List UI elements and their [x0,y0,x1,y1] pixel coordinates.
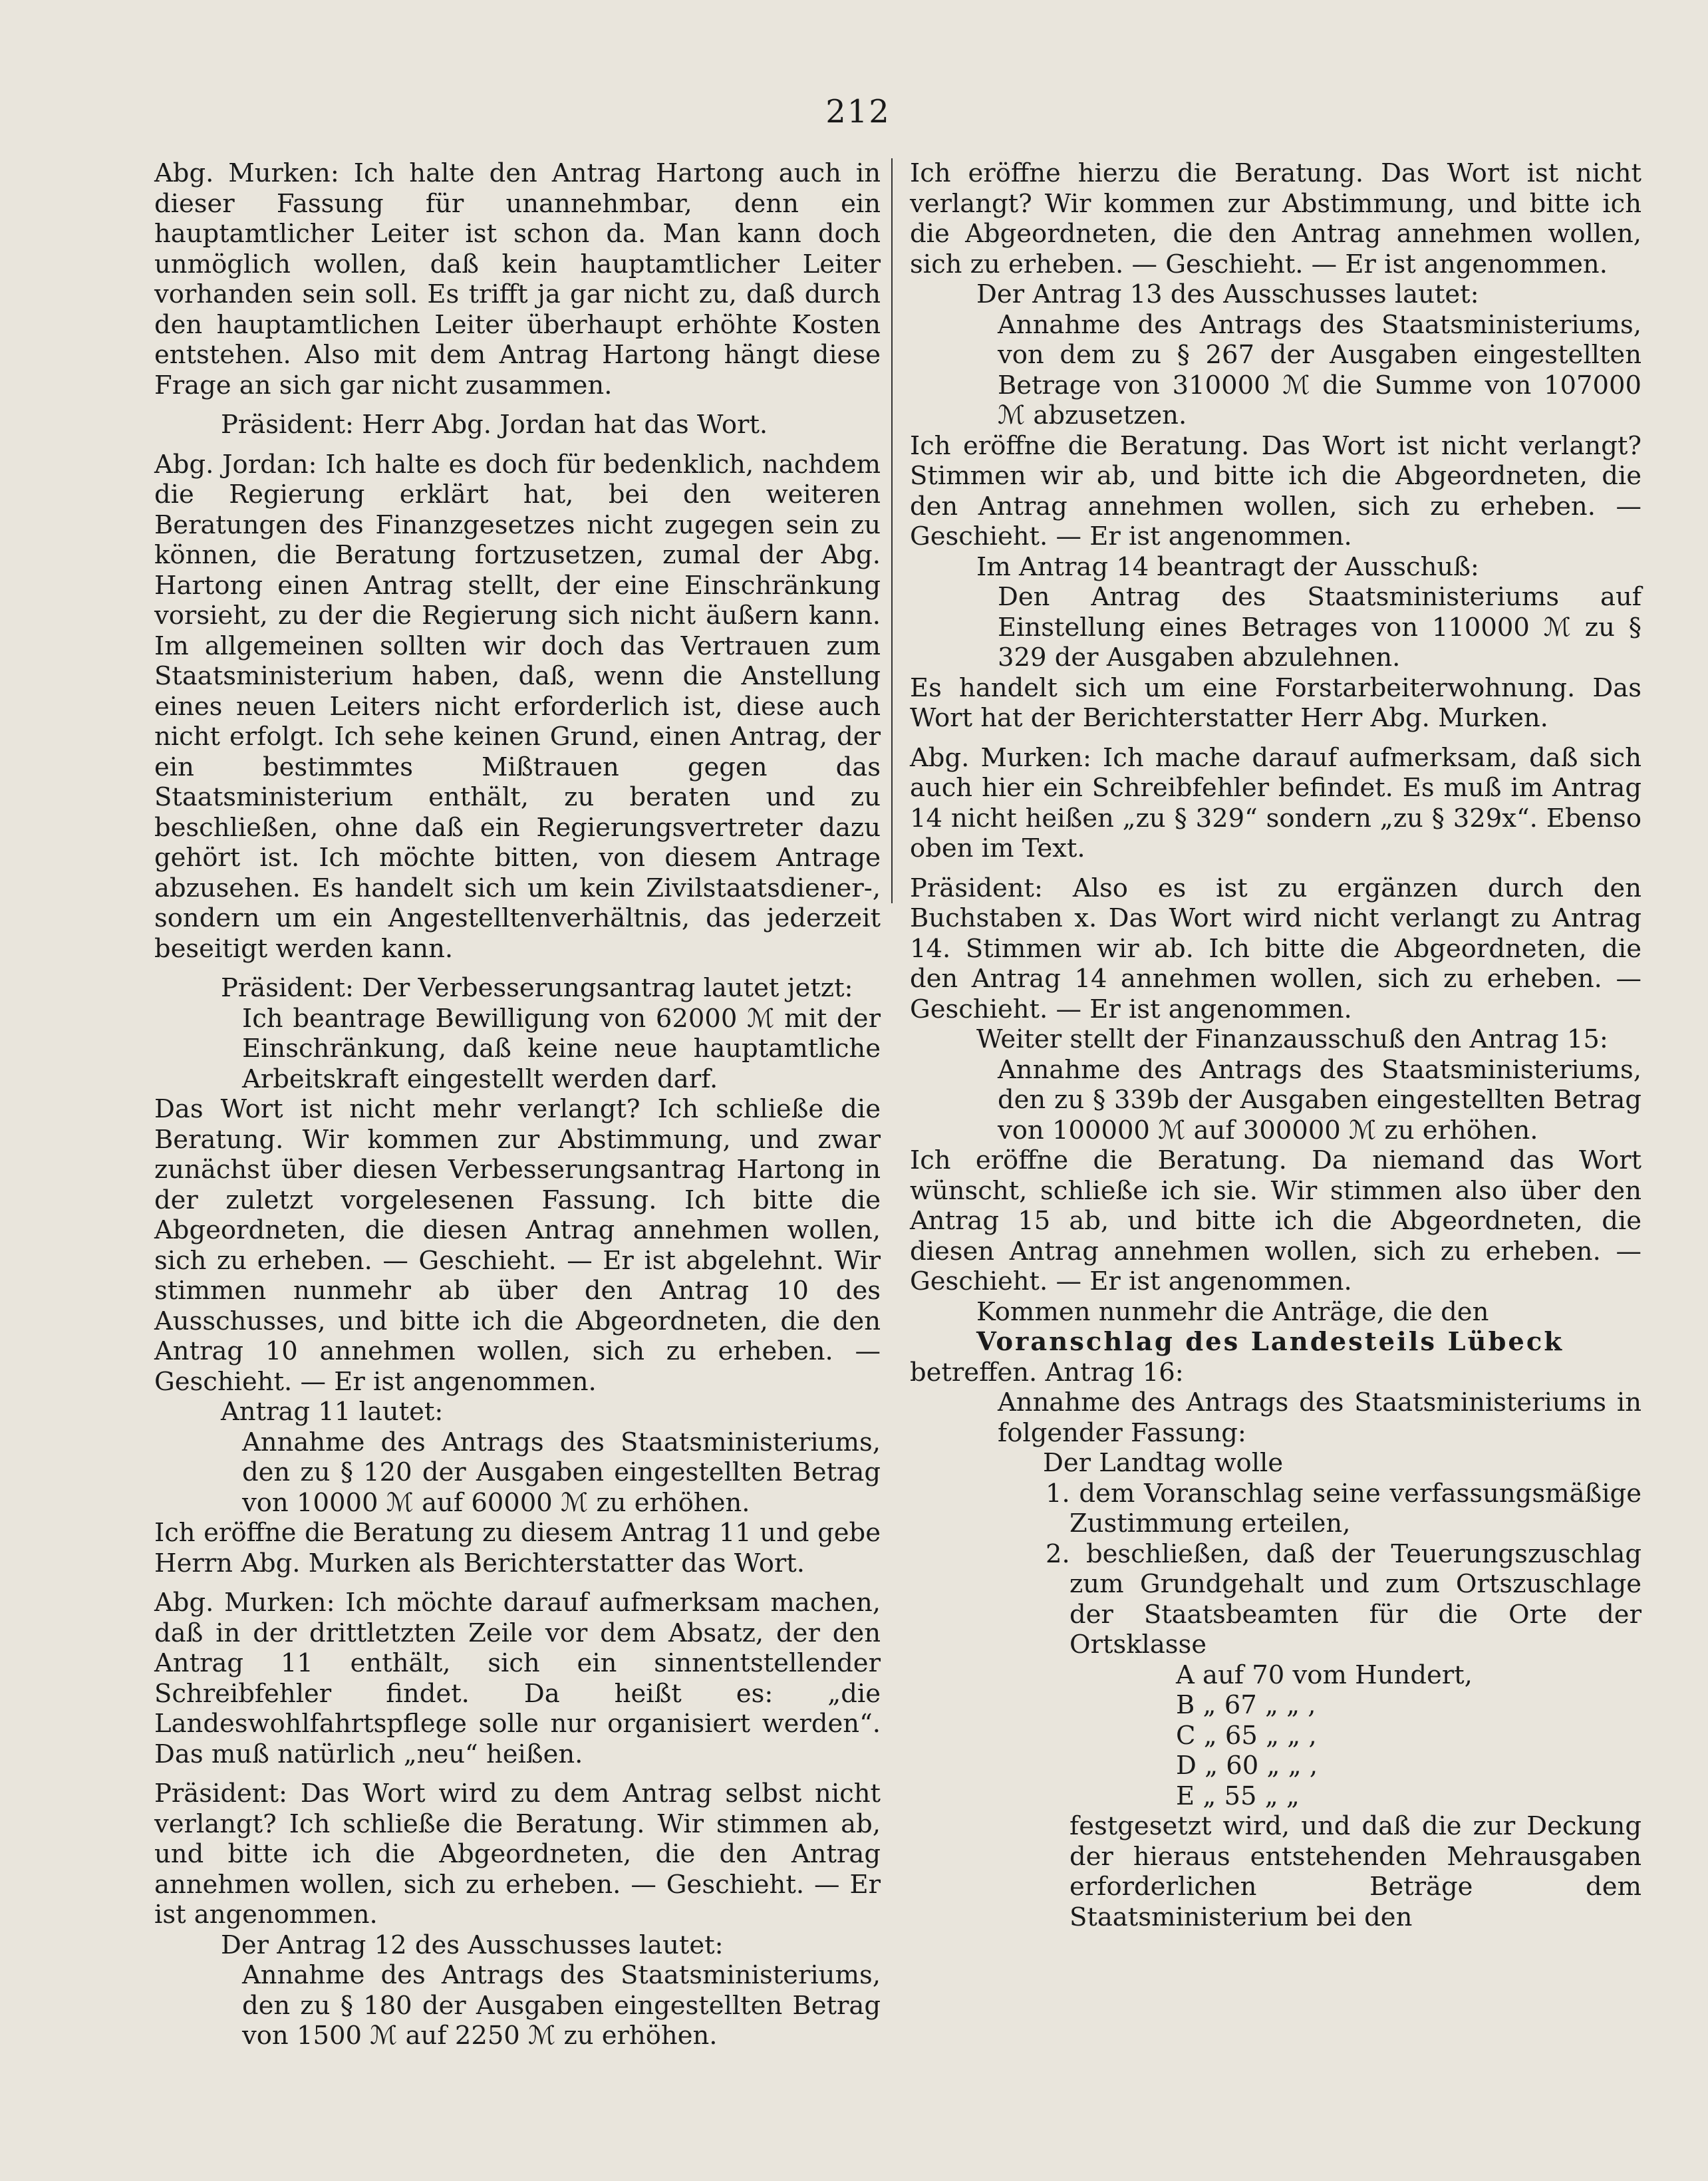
paragraph: Annahme des Antrags des Staatsministeriums in folgender Fassung: [998,1387,1641,1448]
rate-row: B „ 67 „ „ , [1176,1690,1316,1720]
paragraph: Ich beantrage Bewilligung von 62000 ℳ mit der Einschränkung, daß keine neue hauptamtliche Arbeitskraft eingestellt werden darf. [242,1003,881,1094]
paragraph: Ich eröffne die Beratung zu diesem Antrag 11 und gebe Herrn Abg. Murken als Berichterstatter das Wort. [154,1518,881,1578]
paragraph: Der Landtag wolle [1043,1448,1284,1478]
paragraph: Das Wort ist nicht mehr verlangt? Ich schließe die Beratung. Wir kommen zur Abstimmung, und zwar zunächst über diesen Verbesserungsantrag Hartong in der zuletzt vorgelesenen Fassung. Ich bitte die Abgeordneten, die diesen Antrag annehmen wollen, sich zu erheben. — Geschieht. — Er ist abgelehnt. Wir stimmen nunmehr ab über den Antrag 10 des Ausschusses, und bitte ich die Abgeordneten, die den Antrag 10 annehmen wollen, sich zu erheben. — Geschieht. — Er ist angenommen. [154,1094,881,1397]
paragraph: betreffen. Antrag 16: [910,1357,1184,1387]
paragraph: Annahme des Antrags des Staatsministeriums, den zu § 120 der Ausgaben eingestellten Betrag von 10000 ℳ auf 60000 ℳ zu erhöhen. [242,1427,881,1518]
paragraph: Ich eröffne die Beratung. Da niemand das Wort wünscht, schließe ich sie. Wir stimmen also über den Antrag 15 ab, und bitte ich die Abgeordneten, die diesen Antrag annehmen wollen, sich zu erheben. — Geschieht. — Er ist angenommen. [910,1145,1641,1296]
rate-row: D „ 60 „ „ , [1176,1751,1318,1781]
rate-table [910,1660,1641,1812]
paragraph: Antrag 11 lautet: [221,1397,444,1427]
section-heading: Voranschlag des Landesteils Lübeck [976,1327,1564,1357]
paragraph: Annahme des Antrags des Staatsministeriums, den zu § 339b der Ausgaben eingestellten Betrag von 100000 ℳ auf 300000 ℳ zu erhöhen. [998,1054,1641,1145]
rate-row: E „ 55 „ „ [1176,1781,1300,1811]
paragraph: Annahme des Antrags des Staatsministeriums, von dem zu § 267 der Ausgaben eingestellten Betrage von 310000 ℳ die Summe von 107000 ℳ abzusetzen. [998,309,1641,430]
column-divider [891,158,893,903]
list-item: 2. beschließen, daß der Teuerungszuschlag zum Grundgehalt und zum Ortszuschlage der Staatsbeamten für die Orte der Ortsklasse [1046,1538,1641,1660]
paragraph: Präsident: Der Verbesserungsantrag lautet jetzt: [221,973,853,1003]
paragraph: Der Antrag 13 des Ausschusses lautet: [976,279,1479,309]
paragraph: Im Antrag 14 beantragt der Ausschuß: [976,551,1479,582]
paragraph: Es handelt sich um eine Forstarbeiterwohnung. Das Wort hat der Berichterstatter Herr Abg. Murken. [910,672,1641,733]
paragraph: Abg. Jordan: Ich halte es doch für bedenklich, nachdem die Regierung erklärt hat, bei den weiteren Beratungen des Finanzgesetzes nicht zugegen sein zu können, die Beratung fortzusetzen, zumal der Abg. Hartong einen Antrag stellt, der eine Einschränkung vorsieht, zu der die Regierung sich nicht äußern kann. Im allgemeinen sollten wir doch das Vertrauen zum Staatsministerium haben, daß, wenn die Anstellung eines neuen Leiters nicht erforderlich ist, diese auch nicht erfolgt. Ich sehe keinen Grund, einen Antrag, der ein bestimmtes Mißtrauen gegen das Staatsministerium enthält, zu beraten und zu beschließen, ohne daß ein Regierungsvertreter dazu gehört ist. Ich möchte bitten, von diesem Antrage abzusehen. Es handelt sich um kein Zivilstaatsdiener-, sondern um ein Angestelltenverhältnis, das jederzeit beseitigt werden kann. [154,449,881,964]
paragraph: Abg. Murken: Ich möchte darauf aufmerksam machen, daß in der drittletzten Zeile vor dem Absatz, der den Antrag 11 enthält, sich ein sinnentstellender Schreibfehler findet. Da heißt es: „die Landeswohlfahrtspflege solle nur organisiert werden“. Das muß natürlich „neu“ heißen. [154,1588,881,1769]
paragraph: Ich eröffne die Beratung. Das Wort ist nicht verlangt? Stimmen wir ab, und bitte ich die Abgeordneten, die den Antrag annehmen wollen, sich zu erheben. — Geschieht. — Er ist angenommen. [910,430,1641,551]
paragraph: Ich eröffne hierzu die Beratung. Das Wort ist nicht verlangt? Wir kommen zur Abstimmung, und bitte ich die Abgeordneten, die den Antrag annehmen wollen, sich zu erheben. — Geschieht. — Er ist angenommen. [910,158,1641,279]
list-item: 1. dem Voranschlag seine verfassungsmäßige Zustimmung erteilen, [1046,1478,1641,1538]
paragraph: Der Antrag 12 des Ausschusses lautet: [221,1930,724,1960]
rate-row: C „ 65 „ „ , [1176,1720,1317,1751]
paragraph: Abg. Murken: Ich halte den Antrag Hartong auch in dieser Fassung für unannehmbar, denn ein hauptamtlicher Leiter ist schon da. Man kann doch unmöglich wollen, daß kein hauptamtlicher Leiter vorhanden sein soll. Es trifft ja gar nicht zu, daß durch den hauptamtlichen Leiter überhaupt erhöhte Kosten entstehen. Also mit dem Antrag Hartong hängt diese Frage an sich gar nicht zusammen. [154,158,881,400]
rate-row: A auf 70 vom Hundert, [1176,1660,1473,1690]
paragraph: Kommen nunmehr die Anträge, die den [976,1296,1489,1327]
paragraph: Annahme des Antrags des Staatsministeriums, den zu § 180 der Ausgaben eingestellten Betrag von 1500 ℳ auf 2250 ℳ zu erhöhen. [242,1960,881,2051]
paragraph: Präsident: Also es ist zu ergänzen durch den Buchstaben x. Das Wort wird nicht verlangt zu Antrag 14. Stimmen wir ab. Ich bitte die Abgeordneten, die den Antrag 14 annehmen wollen, sich zu erheben. — Geschieht. — Er ist angenommen. [910,873,1641,1024]
paragraph: Präsident: Herr Abg. Jordan hat das Wort. [221,410,768,440]
paragraph: Präsident: Das Wort wird zu dem Antrag selbst nicht verlangt? Ich schließe die Beratung. Wir stimmen ab, und bitte ich die Abgeordneten, die den Antrag annehmen wollen, sich zu erheben. — Geschieht. — Er ist angenommen. [154,1779,881,1930]
right-column [910,158,1641,1932]
left-column [154,158,881,2051]
paragraph: Den Antrag des Staatsministeriums auf Einstellung eines Betrages von 110000 ℳ zu § 329 der Ausgaben abzulehnen. [998,582,1641,672]
paragraph: Weiter stellt der Finanzausschuß den Antrag 15: [976,1024,1608,1054]
paragraph: festgesetzt wird, und daß die zur Deckung der hieraus entstehenden Mehrausgaben erforderlichen Beträge dem Staatsministerium bei den [1069,1811,1641,1932]
page-number: 212 [825,93,891,130]
paragraph: Abg. Murken: Ich mache darauf aufmerksam, daß sich auch hier ein Schreibfehler befindet. Es muß im Antrag 14 nicht heißen „zu § 329“ sondern „zu § 329x“. Ebenso oben im Text. [910,742,1641,863]
